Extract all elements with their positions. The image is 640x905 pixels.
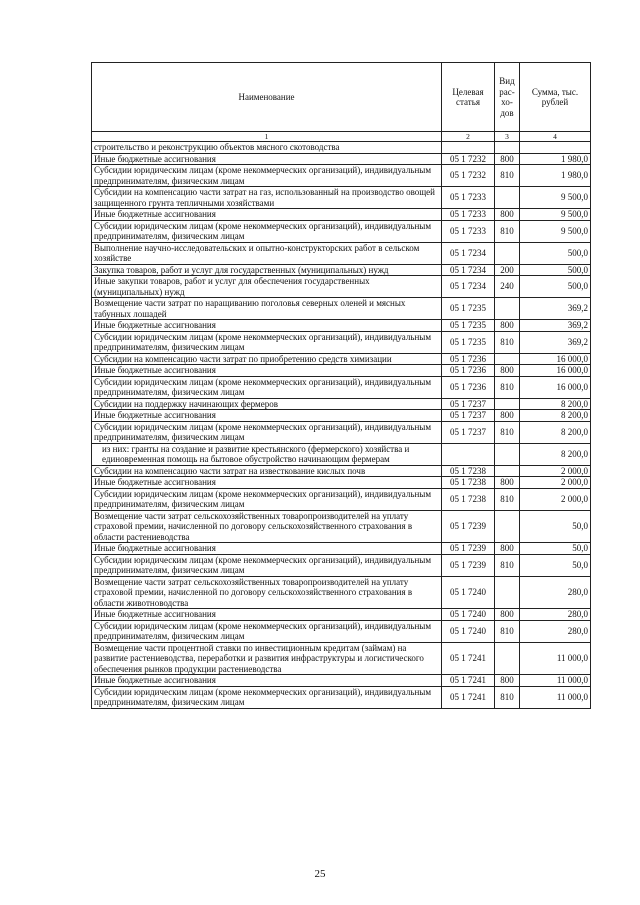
row-name: Иные бюджетные ассигнования bbox=[92, 609, 442, 621]
row-name: Выполнение научно-исследовательских и опытно-конструкторских работ в сельском хозяйстве bbox=[92, 242, 442, 264]
page-number: 25 bbox=[314, 868, 326, 880]
row-amount: 11 000,0 bbox=[520, 642, 591, 675]
row-name: Иные бюджетные ассигнования bbox=[92, 675, 442, 687]
row-target-code: 05 1 7237 bbox=[442, 398, 495, 410]
row-expense-type bbox=[495, 642, 520, 675]
row-target-code: 05 1 7238 bbox=[442, 465, 495, 477]
table-row bbox=[92, 320, 591, 332]
table-row bbox=[92, 465, 591, 477]
row-expense-type: 810 bbox=[495, 620, 520, 642]
row-expense-type: 240 bbox=[495, 276, 520, 298]
row-name: Субсидии на поддержку начинающих фермеров bbox=[92, 398, 442, 410]
table-row bbox=[92, 242, 591, 264]
row-expense-type: 800 bbox=[495, 209, 520, 221]
row-target-code: 05 1 7236 bbox=[442, 353, 495, 365]
row-target-code: 05 1 7238 bbox=[442, 488, 495, 510]
row-name: Иные бюджетные ассигнования bbox=[92, 209, 442, 221]
row-expense-type bbox=[495, 443, 520, 465]
row-expense-type: 800 bbox=[495, 609, 520, 621]
row-expense-type bbox=[495, 242, 520, 264]
row-amount: 16 000,0 bbox=[520, 376, 591, 398]
row-target-code: 05 1 7233 bbox=[442, 209, 495, 221]
table-row bbox=[92, 488, 591, 510]
row-target-code: 05 1 7240 bbox=[442, 576, 495, 609]
table-row bbox=[92, 620, 591, 642]
row-name: Субсидии на компенсацию части затрат на газ, использованный на производство овощей защищенного грунта тепличными хозяйствами bbox=[92, 187, 442, 209]
row-expense-type: 810 bbox=[495, 220, 520, 242]
table-body bbox=[92, 142, 591, 709]
row-target-code: 05 1 7235 bbox=[442, 320, 495, 332]
row-name: Субсидии юридическим лицам (кроме некоммерческих организаций), индивидуальным предпринимателям, физическим лицам bbox=[92, 165, 442, 187]
row-name: Субсидии юридическим лицам (кроме некоммерческих организаций), индивидуальным предпринимателям, физическим лицам bbox=[92, 220, 442, 242]
row-expense-type: 810 bbox=[495, 421, 520, 443]
row-target-code: 05 1 7237 bbox=[442, 421, 495, 443]
row-amount bbox=[520, 142, 591, 154]
column-number: 2 bbox=[442, 132, 495, 142]
row-amount: 280,0 bbox=[520, 620, 591, 642]
table-row bbox=[92, 510, 591, 543]
row-amount: 2 000,0 bbox=[520, 477, 591, 489]
row-name: Иные бюджетные ассигнования bbox=[92, 410, 442, 422]
row-name: Иные бюджетные ассигнования bbox=[92, 365, 442, 377]
row-name: строительство и реконструкцию объектов мясного скотоводства bbox=[92, 142, 442, 154]
row-amount: 50,0 bbox=[520, 554, 591, 576]
row-expense-type bbox=[495, 398, 520, 410]
row-target-code: 05 1 7240 bbox=[442, 609, 495, 621]
table-row bbox=[92, 187, 591, 209]
row-amount: 2 000,0 bbox=[520, 488, 591, 510]
table-row bbox=[92, 298, 591, 320]
row-expense-type: 810 bbox=[495, 331, 520, 353]
row-amount: 9 500,0 bbox=[520, 187, 591, 209]
table-row bbox=[92, 576, 591, 609]
row-target-code bbox=[442, 443, 495, 465]
row-target-code: 05 1 7232 bbox=[442, 153, 495, 165]
row-target-code: 05 1 7232 bbox=[442, 165, 495, 187]
row-amount: 9 500,0 bbox=[520, 209, 591, 221]
row-amount: 1 980,0 bbox=[520, 153, 591, 165]
table-row bbox=[92, 686, 591, 708]
row-amount: 8 200,0 bbox=[520, 410, 591, 422]
row-amount: 2 000,0 bbox=[520, 465, 591, 477]
table-row bbox=[92, 443, 591, 465]
row-name: Иные бюджетные ассигнования bbox=[92, 153, 442, 165]
header-sum: Сумма, тыс. рублей bbox=[520, 63, 591, 132]
row-amount: 369,2 bbox=[520, 331, 591, 353]
table-row bbox=[92, 142, 591, 154]
table-row bbox=[92, 477, 591, 489]
table-row bbox=[92, 365, 591, 377]
row-amount: 500,0 bbox=[520, 242, 591, 264]
row-target-code: 05 1 7234 bbox=[442, 242, 495, 264]
row-target-code: 05 1 7234 bbox=[442, 264, 495, 276]
row-amount: 50,0 bbox=[520, 510, 591, 543]
row-expense-type: 810 bbox=[495, 554, 520, 576]
row-expense-type: 800 bbox=[495, 410, 520, 422]
row-expense-type bbox=[495, 298, 520, 320]
row-name: из них: гранты на создание и развитие крестьянского (фермерского) хозяйства и единовременная помощь на бытовое обустройство начинающим фермерам bbox=[92, 443, 442, 465]
column-number-row bbox=[92, 132, 591, 142]
table-row bbox=[92, 331, 591, 353]
row-target-code: 05 1 7241 bbox=[442, 642, 495, 675]
row-name: Субсидии на компенсацию части затрат на известкование кислых почв bbox=[92, 465, 442, 477]
table-row bbox=[92, 675, 591, 687]
row-expense-type: 810 bbox=[495, 686, 520, 708]
row-name: Субсидии юридическим лицам (кроме некоммерческих организаций), индивидуальным предпринимателям, физическим лицам bbox=[92, 686, 442, 708]
row-expense-type: 810 bbox=[495, 488, 520, 510]
row-expense-type: 200 bbox=[495, 264, 520, 276]
column-number: 4 bbox=[520, 132, 591, 142]
row-name: Иные закупки товаров, работ и услуг для обеспечения государственных (муниципальных) нужд bbox=[92, 276, 442, 298]
row-expense-type bbox=[495, 465, 520, 477]
row-target-code: 05 1 7241 bbox=[442, 675, 495, 687]
table-row bbox=[92, 398, 591, 410]
row-amount: 16 000,0 bbox=[520, 353, 591, 365]
header-row bbox=[92, 63, 591, 132]
row-amount: 280,0 bbox=[520, 576, 591, 609]
row-name: Иные бюджетные ассигнования bbox=[92, 477, 442, 489]
row-target-code: 05 1 7236 bbox=[442, 376, 495, 398]
row-target-code bbox=[442, 142, 495, 154]
row-name: Субсидии юридическим лицам (кроме некоммерческих организаций), индивидуальным предпринимателям, физическим лицам bbox=[92, 331, 442, 353]
budget-table bbox=[91, 62, 591, 709]
row-name: Субсидии юридическим лицам (кроме некоммерческих организаций), индивидуальным предпринимателям, физическим лицам bbox=[92, 488, 442, 510]
row-expense-type bbox=[495, 187, 520, 209]
row-target-code: 05 1 7235 bbox=[442, 331, 495, 353]
table-row bbox=[92, 276, 591, 298]
row-expense-type bbox=[495, 353, 520, 365]
row-target-code: 05 1 7239 bbox=[442, 543, 495, 555]
row-amount: 1 980,0 bbox=[520, 165, 591, 187]
row-target-code: 05 1 7237 bbox=[442, 410, 495, 422]
table-row bbox=[92, 410, 591, 422]
row-target-code: 05 1 7236 bbox=[442, 365, 495, 377]
column-number: 3 bbox=[495, 132, 520, 142]
row-target-code: 05 1 7239 bbox=[442, 554, 495, 576]
row-amount: 500,0 bbox=[520, 264, 591, 276]
row-name: Субсидии юридическим лицам (кроме некоммерческих организаций), индивидуальным предпринимателям, физическим лицам bbox=[92, 421, 442, 443]
row-name: Иные бюджетные ассигнования bbox=[92, 543, 442, 555]
row-amount: 369,2 bbox=[520, 320, 591, 332]
row-expense-type: 800 bbox=[495, 365, 520, 377]
header-type: Вид рас- хо- дов bbox=[495, 63, 520, 132]
row-name: Субсидии юридическим лицам (кроме некоммерческих организаций), индивидуальным предпринимателям, физическим лицам bbox=[92, 376, 442, 398]
row-target-code: 05 1 7241 bbox=[442, 686, 495, 708]
row-name: Иные бюджетные ассигнования bbox=[92, 320, 442, 332]
row-expense-type: 800 bbox=[495, 675, 520, 687]
table-row bbox=[92, 353, 591, 365]
row-expense-type bbox=[495, 576, 520, 609]
row-name: Субсидии на компенсацию части затрат по приобретению средств химизации bbox=[92, 353, 442, 365]
table-row bbox=[92, 209, 591, 221]
row-amount: 11 000,0 bbox=[520, 686, 591, 708]
row-target-code: 05 1 7235 bbox=[442, 298, 495, 320]
table-row bbox=[92, 264, 591, 276]
row-expense-type: 800 bbox=[495, 477, 520, 489]
row-expense-type: 800 bbox=[495, 320, 520, 332]
row-name: Возмещение части затрат по наращиванию поголовья северных оленей и мясных табунных лошадей bbox=[92, 298, 442, 320]
table-row bbox=[92, 421, 591, 443]
row-name: Возмещение части процентной ставки по инвестиционным кредитам (займам) на развитие растениеводства, переработки и развития инфраструктуры и логистического обеспечения рынков продукции растениеводства bbox=[92, 642, 442, 675]
row-name: Субсидии юридическим лицам (кроме некоммерческих организаций), индивидуальным предпринимателям, физическим лицам bbox=[92, 620, 442, 642]
row-amount: 280,0 bbox=[520, 609, 591, 621]
header-name: Наименование bbox=[92, 63, 442, 132]
row-amount: 8 200,0 bbox=[520, 398, 591, 410]
row-name: Возмещение части затрат сельскохозяйственных товаропроизводителей на уплату страховой премии, начисленной по договору сельскохозяйственного страхования в области растениеводства bbox=[92, 510, 442, 543]
column-number: 1 bbox=[92, 132, 442, 142]
row-target-code: 05 1 7233 bbox=[442, 187, 495, 209]
row-amount: 11 000,0 bbox=[520, 675, 591, 687]
table-row bbox=[92, 376, 591, 398]
row-amount: 50,0 bbox=[520, 543, 591, 555]
table-row bbox=[92, 642, 591, 675]
row-target-code: 05 1 7233 bbox=[442, 220, 495, 242]
row-amount: 9 500,0 bbox=[520, 220, 591, 242]
row-amount: 500,0 bbox=[520, 276, 591, 298]
row-expense-type bbox=[495, 142, 520, 154]
row-expense-type: 800 bbox=[495, 543, 520, 555]
row-amount: 8 200,0 bbox=[520, 421, 591, 443]
row-name: Субсидии юридическим лицам (кроме некоммерческих организаций), индивидуальным предпринимателям, физическим лицам bbox=[92, 554, 442, 576]
row-expense-type: 800 bbox=[495, 153, 520, 165]
row-name: Закупка товаров, работ и услуг для государственных (муниципальных) нужд bbox=[92, 264, 442, 276]
row-target-code: 05 1 7239 bbox=[442, 510, 495, 543]
table-row bbox=[92, 554, 591, 576]
table-row bbox=[92, 153, 591, 165]
table-row bbox=[92, 609, 591, 621]
row-target-code: 05 1 7234 bbox=[442, 276, 495, 298]
row-amount: 8 200,0 bbox=[520, 443, 591, 465]
row-expense-type: 810 bbox=[495, 376, 520, 398]
row-amount: 369,2 bbox=[520, 298, 591, 320]
row-amount: 16 000,0 bbox=[520, 365, 591, 377]
row-expense-type bbox=[495, 510, 520, 543]
table-row bbox=[92, 220, 591, 242]
row-target-code: 05 1 7240 bbox=[442, 620, 495, 642]
table-row bbox=[92, 543, 591, 555]
table-row bbox=[92, 165, 591, 187]
row-target-code: 05 1 7238 bbox=[442, 477, 495, 489]
row-expense-type: 810 bbox=[495, 165, 520, 187]
header-code: Целевая статья bbox=[442, 63, 495, 132]
row-name: Возмещение части затрат сельскохозяйственных товаропроизводителей на уплату страховой премии, начисленной по договору сельскохозяйственного страхования в области животноводства bbox=[92, 576, 442, 609]
